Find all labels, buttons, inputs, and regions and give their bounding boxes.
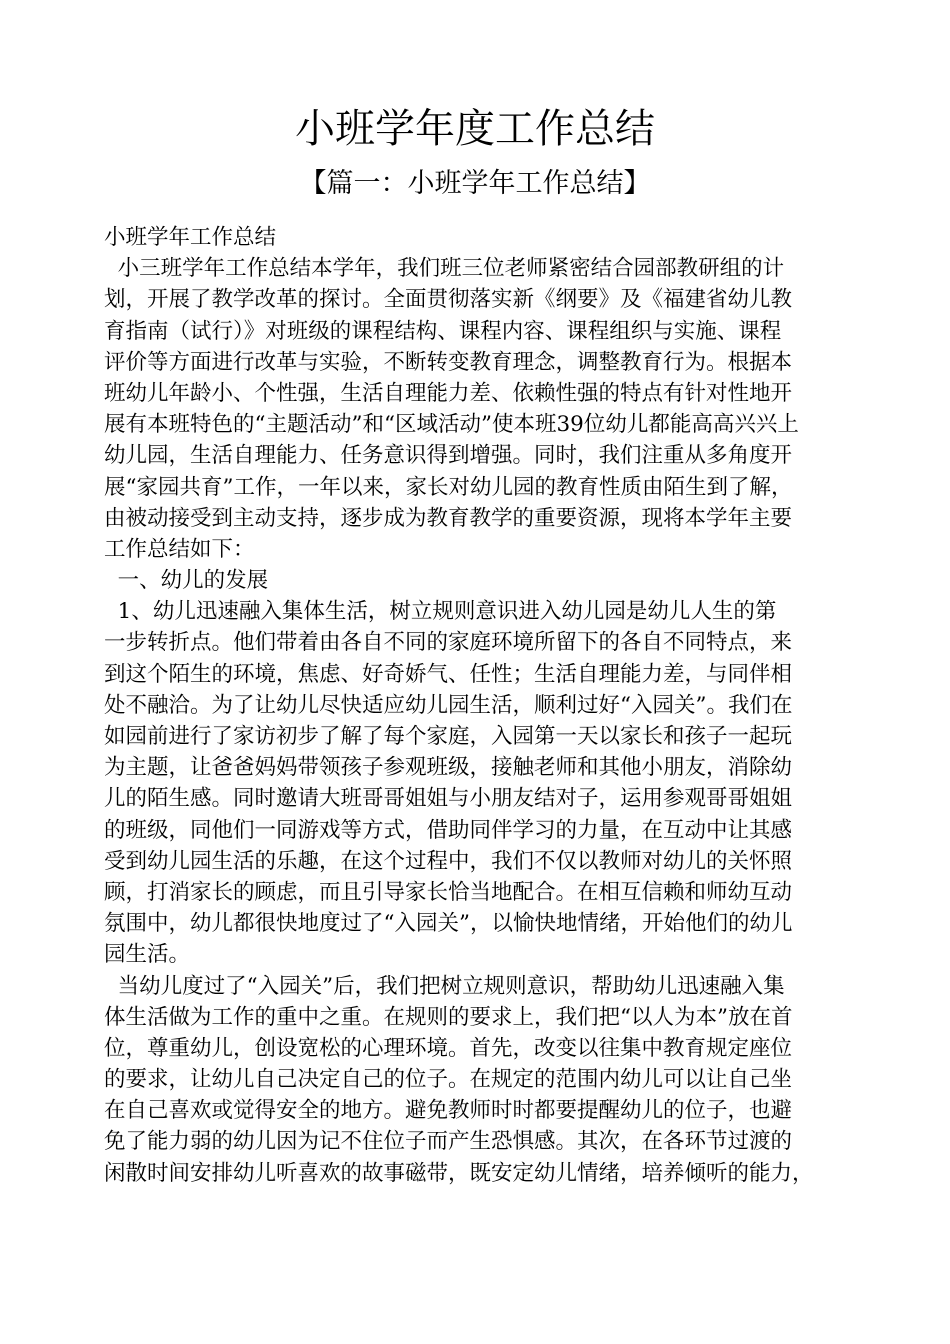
- body-line: 展“家园共育”工作，一年以来，家长对幼儿园的教育性质由陌生到了解，: [104, 474, 793, 500]
- body-line: 处不融洽。为了让幼儿尽快适应幼儿园生活，顺利过好“入园关”。我们在: [104, 692, 793, 718]
- body-line: 的班级，同他们一同游戏等方式，借助同伴学习的力量，在互动中让其感: [104, 817, 793, 843]
- body-line: 儿的陌生感。同时邀请大班哥哥姐姐与小朋友结对子，运用参观哥哥姐姐: [104, 786, 793, 812]
- body-line: 体生活做为工作的重中之重。在规则的要求上，我们把“以人为本”放在首: [104, 1004, 793, 1030]
- body-line: 班幼儿年龄小、个性强，生活自理能力差、依赖性强的特点有针对性地开: [104, 380, 793, 406]
- document-subtitle: 【篇一：小班学年工作总结】: [299, 168, 651, 199]
- body-line: 幼儿园，生活自理能力、任务意识得到增强。同时，我们注重从多角度开: [104, 443, 793, 469]
- document-body: [104, 222, 864, 1189]
- body-line: 育指南（试行）》对班级的课程结构、课程内容、课程组织与实施、课程: [104, 318, 782, 344]
- body-line: 评价等方面进行改革与实验，不断转变教育理念，调整教育行为。根据本: [104, 349, 793, 375]
- body-line: 氛围中，幼儿都很快地度过了“入园关”，以愉快地情绪，开始他们的幼儿: [104, 911, 793, 937]
- body-line: 一、幼儿的发展: [104, 568, 269, 594]
- body-line: 如园前进行了家访初步了解了每个家庭，入园第一天以家长和孩子一起玩: [104, 724, 793, 749]
- body-line: 的要求，让幼儿自己决定自己的位子。在规定的范围内幼儿可以让自己坐: [104, 1067, 793, 1093]
- document-title: 小班学年度工作总结: [295, 106, 655, 152]
- body-line: 由被动接受到主动支持，逐步成为教育教学的重要资源，现将本学年主要: [104, 505, 793, 531]
- body-line: 在自己喜欢或觉得安全的地方。避免教师时时都要提醒幼儿的位子，也避: [104, 1098, 793, 1124]
- body-line: 位，尊重幼儿，创设宽松的心理环境。首先，改变以往集中教育规定座位: [104, 1035, 793, 1061]
- body-line: 1、幼儿迅速融入集体生活，树立规则意识进入幼儿园是幼儿人生的第: [104, 599, 777, 625]
- body-line: 一步转折点。他们带着由各自不同的家庭环境所留下的各自不同特点，来: [104, 630, 793, 656]
- body-line: 当幼儿度过了“入园关”后，我们把树立规则意识，帮助幼儿迅速融入集: [104, 973, 785, 999]
- body-line: 为主题，让爸爸妈妈带领孩子参观班级，接触老师和其他小朋友，消除幼: [104, 755, 793, 781]
- body-line: 闲散时间安排幼儿听喜欢的故事磁带，既安定幼儿情绪，培养倾听的能力，: [104, 1160, 814, 1186]
- body-line: 小班学年工作总结: [104, 225, 277, 250]
- body-line: 小三班学年工作总结本学年，我们班三位老师紧密结合园部教研组的计: [104, 256, 785, 282]
- body-line: 工作总结如下：: [104, 536, 255, 562]
- body-line: 展有本班特色的“主题活动”和“区域活动”使本班39位幼儿都能高高兴兴上: [104, 412, 799, 438]
- body-line: 免了能力弱的幼儿因为记不住位子而产生恐惧感。其次，在各环节过渡的: [104, 1129, 793, 1155]
- body-line: 顾，打消家长的顾虑，而且引导家长恰当地配合。在相互信赖和师幼互动: [104, 879, 793, 905]
- body-line: 受到幼儿园生活的乐趣，在这个过程中，我们不仅以教师对幼儿的关怀照: [104, 848, 793, 874]
- body-line: 园生活。: [104, 942, 191, 968]
- body-line: 划，开展了教学改革的探讨。全面贯彻落实新《纲要》及《福建省幼儿教: [104, 287, 793, 313]
- body-line: 到这个陌生的环境，焦虑、好奇娇气、任性；生活自理能力差，与同伴相: [104, 661, 793, 687]
